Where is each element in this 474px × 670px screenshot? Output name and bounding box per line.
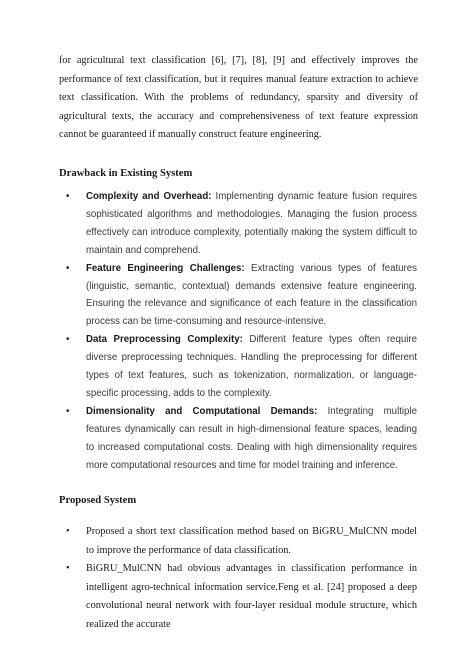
drawback-heading: Drawback in Existing System	[59, 168, 193, 179]
drawback-term: Data Preprocessing Complexity:	[86, 334, 243, 346]
bullet-icon: •	[66, 563, 70, 575]
intro-paragraph	[59, 52, 418, 145]
proposed-item-text: BiGRU_MulCNN had obvious advantages in classification performance in intelligent agro-technical information service.Feng et al. [24] proposed a deep convolutional neural network with four-layer residual module structure, which realized the accurate	[86, 563, 417, 630]
bullet-icon: •	[66, 262, 70, 274]
proposed-heading: Proposed System	[59, 495, 137, 506]
list-item	[66, 403, 417, 475]
list-item	[66, 523, 417, 560]
intro-text: for agricultural text classification [6], [7], [8], [9] and effectively improves the performance of text classification, but it requires manual feature extraction to achieve text classification. With the problems of redundancy, sparsity and diversity of agricultural texts, the accuracy and comprehensiveness of text feature expression cannot be guaranteed if manually construct feature engineering.	[59, 55, 418, 140]
list-item	[66, 560, 417, 634]
bullet-icon: •	[66, 526, 70, 537]
drawback-description: Extracting various types of features (linguistic, semantic, contextual) demands extensive feature engineering. Ensuring the relevance and significance of each feature in the classification process can be time-consuming and resource-intensive.	[86, 262, 418, 328]
bullet-icon: •	[66, 191, 70, 202]
proposed-item-text: Proposed a short text classification method based on BiGRU_MulCNN model to improve the performance of data classification.	[86, 526, 417, 556]
drawback-description: Different feature types often require diverse preprocessing techniques. Handling the preprocessing for different types of text features, such as tokenization, normalization, or language-specific processing, adds to the complexity.	[86, 334, 417, 399]
bullet-icon: •	[66, 405, 70, 417]
drawback-term: Complexity and Overhead:	[86, 191, 212, 202]
drawback-description: Integrating multiple features dynamically can result in high-dimensional feature spaces, leading to increased computational costs. Dealing with high dimensionality requires more computational resources and time for model training and inference.	[86, 405, 417, 471]
list-item	[66, 260, 418, 332]
drawback-list	[66, 188, 418, 475]
drawback-description: Implementing dynamic feature fusion requires sophisticated algorithms and methodologies. Managing the fusion process effectively can introduce complexity, potentially making the system difficult to maintain and comprehend.	[86, 191, 417, 256]
list-item	[66, 331, 417, 403]
proposed-list	[66, 523, 417, 635]
drawback-term: Feature Engineering Challenges:	[86, 262, 245, 274]
list-item	[66, 188, 417, 260]
bullet-icon: •	[66, 334, 70, 346]
drawback-term: Dimensionality and Computational Demands:	[86, 405, 318, 417]
